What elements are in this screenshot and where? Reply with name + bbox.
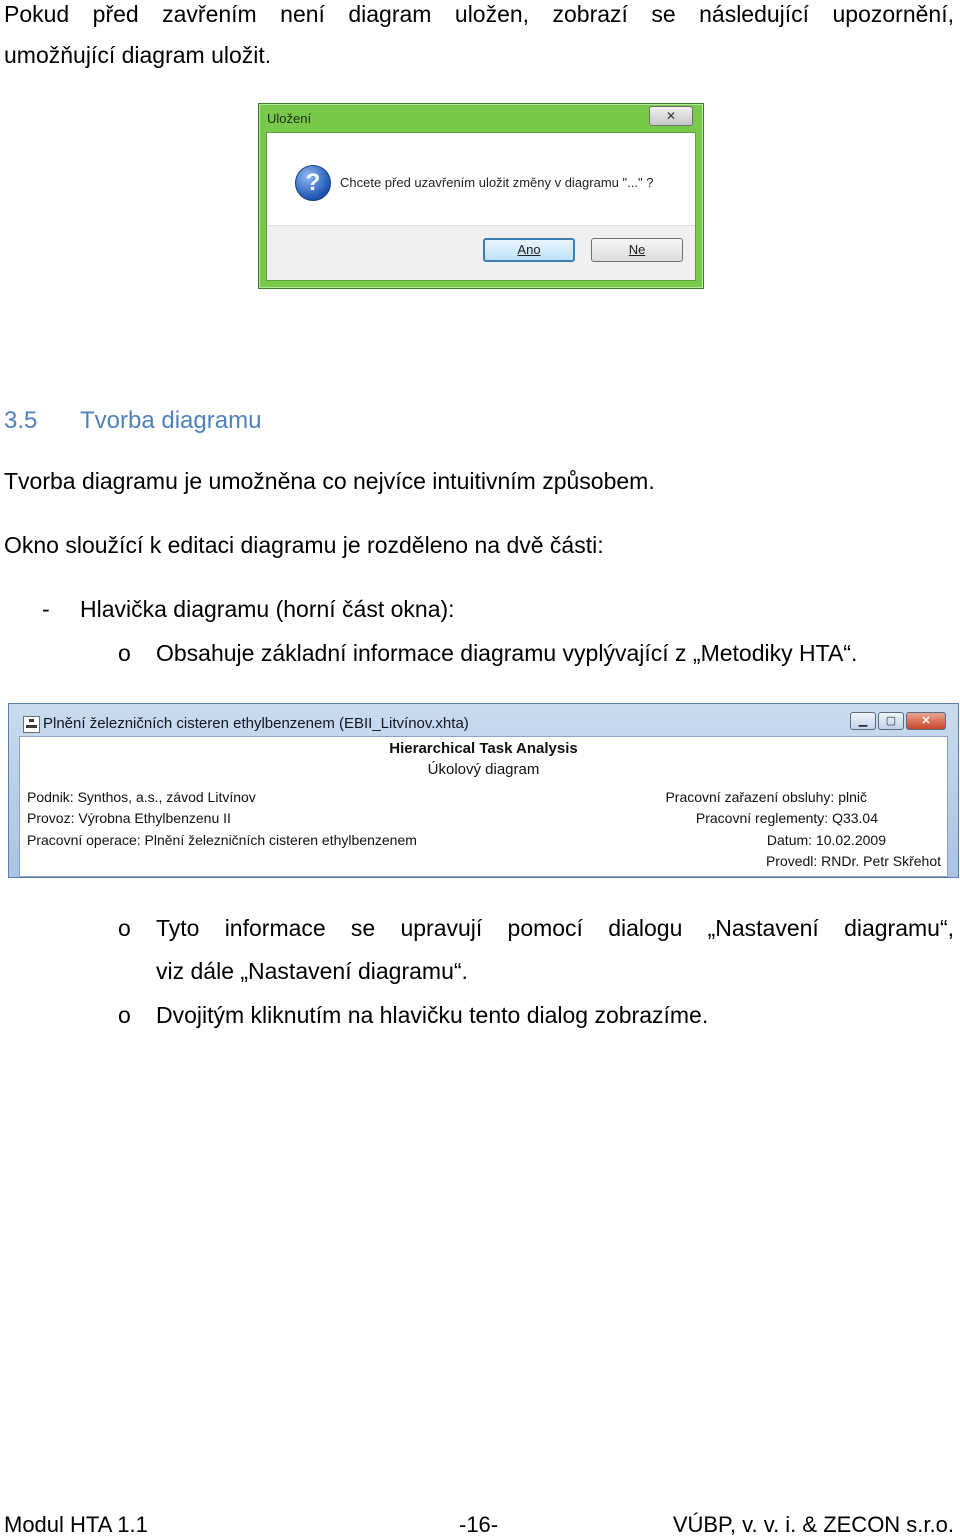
diagram-header-subtitle: Úkolový diagram bbox=[427, 761, 540, 778]
maximize-button[interactable]: ▢ bbox=[878, 712, 904, 730]
dialog-title: Uložení bbox=[267, 111, 312, 126]
dialog-close-button[interactable]: ✕ bbox=[649, 106, 693, 126]
minimize-button[interactable]: ▁ bbox=[850, 712, 876, 730]
window-title: Plnění železničních cisteren ethylbenzenem (EBII_Litvínov.xhta) bbox=[43, 715, 469, 732]
no-button-label: Ne bbox=[628, 242, 646, 257]
header-regulations: Pracovní reglementy: Q33.04 bbox=[695, 810, 878, 826]
header-date: Datum: 10.02.2009 bbox=[766, 832, 886, 848]
section-number: 3.5 bbox=[4, 407, 38, 434]
document-icon bbox=[23, 716, 40, 733]
hta-window bbox=[8, 703, 959, 878]
dialog-message: Chcete před uzavřením uložit změny v diagramu "..." ? bbox=[340, 175, 654, 190]
list-dash: - bbox=[42, 596, 50, 622]
save-dialog bbox=[258, 103, 704, 289]
paragraph-2: Okno sloužící k editaci diagramu je rozděleno na dvě části: bbox=[4, 532, 604, 558]
section-title: Tvorba diagramu bbox=[80, 407, 262, 434]
dialog-button-bar bbox=[267, 225, 695, 280]
header-company: Podnik: Synthos, a.s., závod Litvínov bbox=[27, 789, 256, 805]
footer-page-number: -16- bbox=[459, 1512, 499, 1537]
sub-item-2-line-2: viz dále „Nastavení diagramu“. bbox=[156, 958, 468, 984]
header-plant: Provoz: Výrobna Ethylbenzenu II bbox=[27, 810, 231, 826]
sub-bullet-3: o bbox=[118, 1002, 131, 1028]
footer-right: VÚBP, v. v. i. & ZECON s.r.o. bbox=[672, 1512, 954, 1537]
header-role: Pracovní zařazení obsluhy: plnič bbox=[665, 789, 867, 805]
sub-item-2-line-1: Tyto informace se upravují pomocí dialogu „Nastavení diagramu“, bbox=[156, 915, 954, 941]
sub-bullet-2: o bbox=[118, 915, 131, 941]
paragraph-1: Tvorba diagramu je umožněna co nejvíce intuitivním způsobem. bbox=[4, 468, 655, 494]
footer-left: Modul HTA 1.1 bbox=[4, 1512, 148, 1537]
diagram-header-title: Hierarchical Task Analysis bbox=[389, 740, 578, 757]
close-button[interactable]: ✕ bbox=[906, 712, 946, 730]
sub-item-3: Dvojitým kliknutím na hlavičku tento dialog zobrazíme. bbox=[156, 1002, 709, 1028]
yes-button[interactable] bbox=[483, 238, 575, 262]
dialog-body bbox=[266, 132, 696, 281]
intro-line-1: Pokud před zavřením není diagram uložen, zobrazí se následující upozornění, bbox=[4, 1, 954, 27]
window-controls bbox=[850, 712, 946, 730]
sub-item-1: Obsahuje základní informace diagramu vyplývající z „Metodiky HTA“. bbox=[156, 640, 858, 666]
list-item-header: Hlavička diagramu (horní část okna): bbox=[80, 596, 455, 622]
intro-line-2: umožňující diagram uložit. bbox=[4, 42, 272, 68]
yes-button-label: Ano bbox=[517, 242, 541, 257]
sub-bullet-1: o bbox=[118, 640, 131, 666]
diagram-header[interactable] bbox=[19, 736, 948, 877]
no-button[interactable] bbox=[591, 238, 683, 262]
question-icon: ? bbox=[295, 165, 331, 201]
header-operation: Pracovní operace: Plnění železničních cisteren ethylbenzenem bbox=[27, 832, 417, 848]
header-author: Provedl: RNDr. Petr Skřehot bbox=[765, 853, 941, 869]
